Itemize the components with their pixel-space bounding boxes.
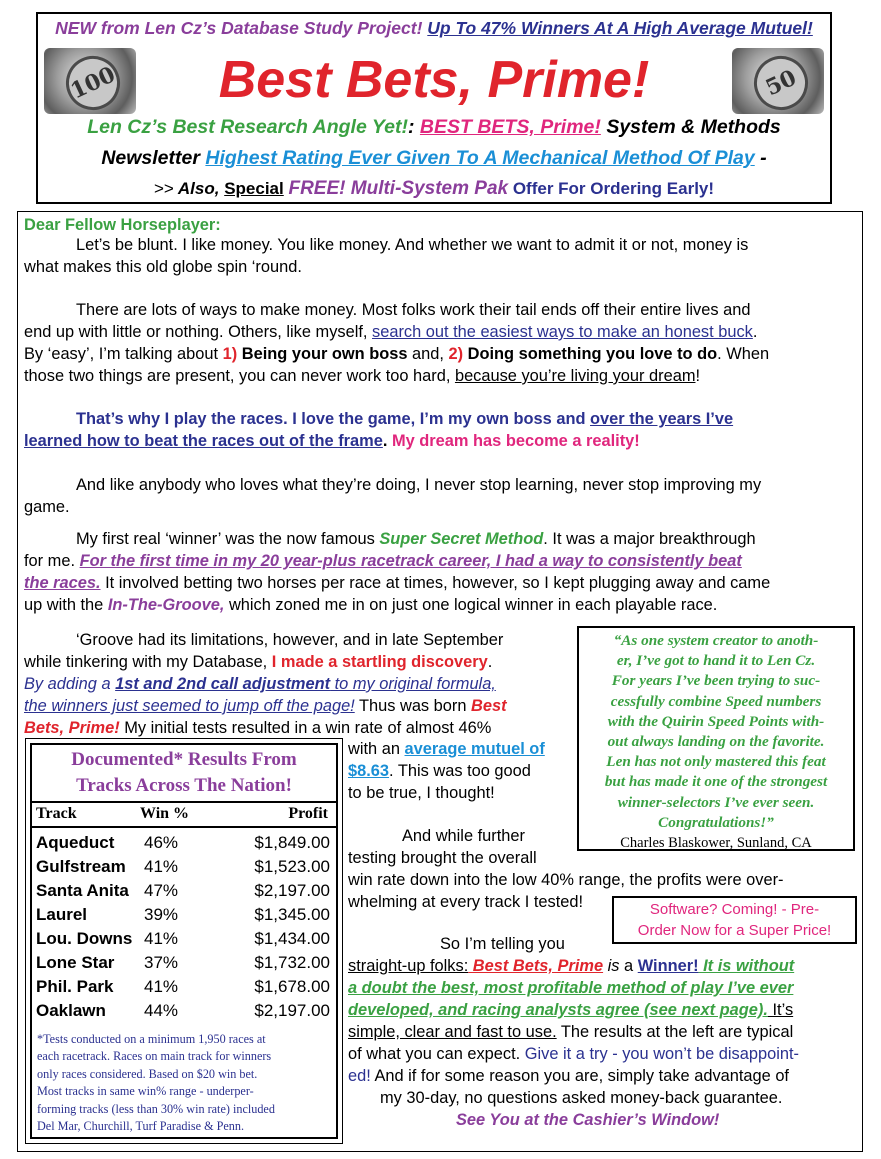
paragraph-8: So I’m telling you straight-up folks: Best Bets, Prime is a Winner! It is without a doubt the best, most profitable method of play I’ve ever developed, and racing analysts agree (see next page). It’s simple, clear and fast to use. The results at the left are typical of what you can expect. Give it a try - you won’t be disappoint- ed! And if for some reason you are, simply take advantage of my 30-day, no questions asked money-back guarantee. See You at the Cashier’s Window! <box>348 933 858 1131</box>
coin-left-numeral: 100 <box>57 48 129 114</box>
header-research-angle: Len Cz’s Best Research Angle Yet! <box>87 116 408 138</box>
header-track: Track <box>36 805 77 822</box>
dream-reality-text: My dream has become a reality! <box>391 432 640 450</box>
coin-right-numeral: 50 <box>745 48 817 114</box>
page-title: Best Bets, Prime! <box>218 51 650 109</box>
paragraph-3: That’s why I play the races. I love the game, I’m my own boss and over the years I’ve learned how to beat the races out of the frame. My dream has become a reality! <box>24 410 734 450</box>
paragraph-2: There are lots of ways to make money. Most folks work their tail ends off their entire lives and end up with little or nothing. Others, like myself, search out the easiest ways to make an honest buck. By ‘easy’, I’m talking about 1) Being your own boss and, 2) Doing something you love to do. When those two things are present, you can never work too hard, because you’re living your dream! <box>24 301 770 385</box>
header-banner <box>36 12 832 204</box>
results-title: Documented* Results From Tracks Across The Nation! <box>71 749 297 796</box>
average-mutuel-text: average mutuel of <box>404 740 545 758</box>
paragraph-6-cont: with an average mutuel of $8.63. This was too good to be true, I thought! <box>348 740 545 802</box>
paragraph-7: And while further testing brought the overall win rate down into the low 40% range, the profits were over- whelming at every track I tested! <box>348 827 784 911</box>
table-row: Santa Anita 47% $2,197.00 <box>36 881 330 900</box>
table-row: Aqueduct 46% $1,849.00 <box>36 833 330 852</box>
table-row: Lone Star 37% $1,732.00 <box>36 953 330 972</box>
paragraph-5: My first real ‘winner’ was the now famous Super Secret Method. It was a major breakthrough for me. For the first time in my 20 year-plus racetrack career, I had a way to consistently beat the races. It involved betting two horses per race at times, however, so I kept plugging away and came up with the In-The-Groove, which zoned me in on just one logical winner in each playable race. <box>24 530 771 614</box>
table-row: Gulfstream 41% $1,523.00 <box>36 857 330 876</box>
paragraph-6: ‘Groove had its limitations, however, and in late September while tinkering with my Database, I made a startling discovery. By adding a 1st and 2nd call adjustment to my original formula, the winners just seemed to jump off the page! Thus was born Best Bets, Prime! My initial tests resulted in a win rate of almost 46% <box>24 631 507 737</box>
software-preorder-box: Software? Coming! - Pre- Order Now for a Super Price! <box>612 896 857 944</box>
closing-line: See You at the Cashier’s Window! <box>456 1111 720 1129</box>
header-tagline-new: NEW from Len Cz’s Database Study Project! <box>55 18 423 38</box>
header-free-pak: FREE! Multi-System Pak <box>288 178 509 199</box>
header-offer-line: >> Also, Special FREE! Multi-System Pak Offer For Ordering Early! <box>153 178 715 199</box>
results-header-row <box>32 801 336 828</box>
results-table <box>30 743 338 1139</box>
header-newsletter: Newsletter <box>101 147 200 169</box>
table-row: Laurel 39% $1,345.00 <box>36 905 330 924</box>
table-row: Phil. Park 41% $1,678.00 <box>36 977 330 996</box>
header-system-methods: System & Methods <box>606 116 781 138</box>
header-newsletter-line: Newsletter Highest Rating Ever Given To A Mechanical Method Of Play - <box>101 147 767 169</box>
greeting: Dear Fellow Horseplayer: <box>24 216 221 234</box>
easiest-ways-link: search out the easiest ways to make an honest buck <box>372 323 753 341</box>
header-tagline-winners: Up To 47% Winners At A High Average Mutuel! <box>427 18 813 38</box>
testimonial-text: “As one system creator to anoth- er, I’ve got to hand it to Len Cz. For years I’ve been trying to suc- cessfully combine Speed numbers with the Quirin Speed Points with- out always landing on the favorite. Len has not only mastered this feat but has made it one of the strongest winner-selectors I’ve ever seen. Congratulations!” <box>604 632 828 831</box>
header-profit: Profit <box>288 805 328 822</box>
header-highest-rating: Highest Rating Ever Given To A Mechanical Method Of Play <box>205 147 755 169</box>
header-tagline <box>38 18 830 39</box>
header-research-line: Len Cz’s Best Research Angle Yet!: BEST BETS, Prime! System & Methods <box>87 116 781 138</box>
results-footnote: *Tests conducted on a minimum 1,950 races at each racetrack. Races on main track for winners only races considered. Based on $20 win bet. Most tracks in same win% range - underper- forming tracks (less than 30% win rate) included Del Mar, Churchill, Turf Paradise & Penn. <box>37 1032 275 1134</box>
header-bestbets-link: BEST BETS, Prime! <box>419 116 601 138</box>
table-row: Oaklawn 44% $2,197.00 <box>36 1001 330 1020</box>
paragraph-4: And like anybody who loves what they’re doing, I never stop learning, never stop improving my game. <box>24 476 762 516</box>
table-row: Lou. Downs 41% $1,434.00 <box>36 929 330 948</box>
results-box <box>25 738 343 1144</box>
testimonial-author: Charles Blaskower, Sunland, CA <box>620 835 812 852</box>
paragraph-1: Let’s be blunt. I like money. You like money. And whether we want to admit it or not, money is what makes this old globe spin ‘round. <box>24 236 749 276</box>
testimonial-box <box>577 626 855 851</box>
header-order-early: Offer For Ordering Early! <box>512 179 715 198</box>
header-win: Win % <box>140 805 190 822</box>
